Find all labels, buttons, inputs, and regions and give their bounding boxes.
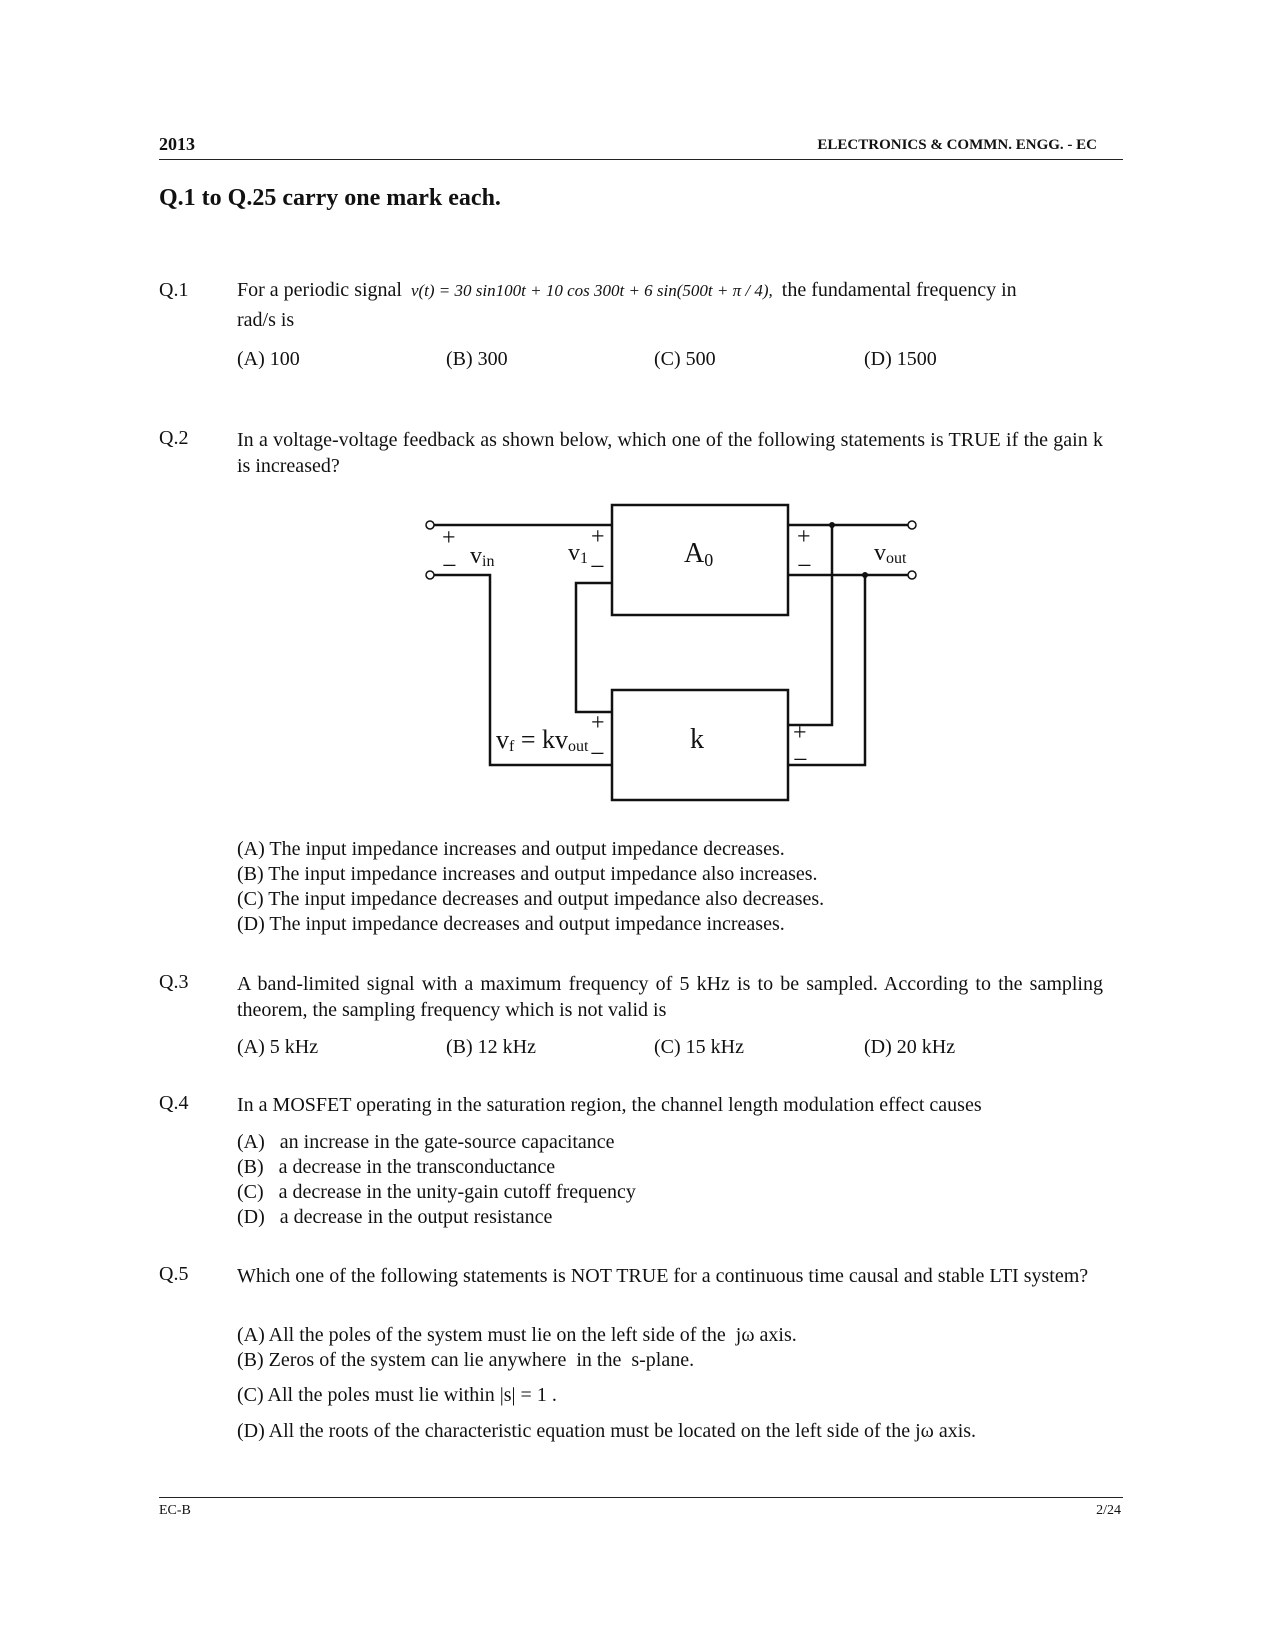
- amplifier-label: A0: [684, 538, 714, 570]
- option-d: (D) All the roots of the characteristic equation must be located on the left side of the jω axis.: [237, 1420, 977, 1442]
- v1-plus: +: [591, 524, 605, 550]
- fb-in-plus: +: [793, 720, 807, 746]
- v1-minus: −: [590, 552, 605, 581]
- header-subject: ELECTRONICS & COMMN. ENGG. - EC: [817, 137, 1097, 153]
- option-b: (B) 12 kHz: [446, 1036, 536, 1058]
- vin-label: vin: [470, 543, 495, 570]
- fb-in-minus: −: [793, 745, 808, 774]
- footer-rule: [159, 1497, 1123, 1498]
- question-number: Q.3: [159, 971, 189, 993]
- option-a: (A) 5 kHz: [237, 1036, 319, 1058]
- section-title: Q.1 to Q.25 carry one mark each.: [159, 185, 501, 211]
- option-b: (B) Zeros of the system can lie anywhere in the s-plane.: [237, 1349, 695, 1371]
- question-text-line2: rad/s is: [237, 309, 295, 331]
- option-d: (D) a decrease in the output resistance: [237, 1206, 553, 1228]
- option-a: (A) All the poles of the system must lie on the left side of the jω axis.: [237, 1324, 797, 1346]
- question-number: Q.2: [159, 427, 189, 449]
- vout-label: vout: [874, 540, 907, 567]
- question-text: In a voltage-voltage feedback as shown below, which one of the following statements is TRUE if the gain k is increased?: [237, 429, 1103, 477]
- option-d: (D) 1500: [864, 348, 937, 370]
- option-c: (C) The input impedance decreases and output impedance also decreases.: [237, 888, 825, 910]
- option-a: (A) The input impedance increases and output impedance decreases.: [237, 838, 785, 860]
- question-text: Which one of the following statements is NOT TRUE for a continuous time causal and stable LTI system?: [237, 1265, 1089, 1287]
- option-c: (C) 15 kHz: [654, 1036, 744, 1058]
- footer-page-number: 2/24: [1096, 1503, 1121, 1518]
- option-d: (D) The input impedance decreases and output impedance increases.: [237, 913, 785, 935]
- option-c: (C) 500: [654, 348, 716, 370]
- v1-label: v1: [568, 540, 588, 567]
- option-a: (A) an increase in the gate-source capacitance: [237, 1131, 615, 1153]
- option-c: (C) All the poles must lie within |s| = 1 .: [237, 1384, 557, 1406]
- option-d: (D) 20 kHz: [864, 1036, 956, 1058]
- vf-minus: −: [590, 739, 605, 768]
- vf-plus: +: [591, 710, 605, 736]
- question-text: A band-limited signal with a maximum frequency of 5 kHz is to be sampled. According to the sampling theorem, the sampling frequency which is not valid is: [237, 973, 1103, 1021]
- footer-code: EC-B: [159, 1503, 191, 1518]
- option-c: (C) a decrease in the unity-gain cutoff frequency: [237, 1181, 636, 1203]
- question-text: In a MOSFET operating in the saturation region, the channel length modulation effect causes: [237, 1094, 982, 1116]
- out-minus: −: [797, 551, 812, 580]
- vin-plus: +: [442, 525, 456, 551]
- option-b: (B) 300: [446, 348, 508, 370]
- option-a: (A) 100: [237, 348, 300, 370]
- vin-minus: −: [442, 551, 457, 580]
- vf-label: vf = kvout: [496, 725, 589, 755]
- option-b: (B) The input impedance increases and output impedance also increases.: [237, 863, 818, 885]
- question-text: For a periodic signal v(t) = 30 sin100t + 10 cos 300t + 6 sin(500t + π / 4), the fundamental frequency in: [237, 279, 1017, 301]
- header-year: 2013: [159, 134, 195, 154]
- question-number: Q.4: [159, 1092, 189, 1114]
- feedback-gain-label: k: [690, 724, 704, 755]
- option-b: (B) a decrease in the transconductance: [237, 1156, 556, 1178]
- question-number: Q.1: [159, 279, 189, 301]
- formula: v(t) = 30 sin100t + 10 cos 300t + 6 sin(500t + π / 4),: [410, 281, 773, 300]
- question-number: Q.5: [159, 1263, 189, 1285]
- out-plus: +: [797, 524, 811, 550]
